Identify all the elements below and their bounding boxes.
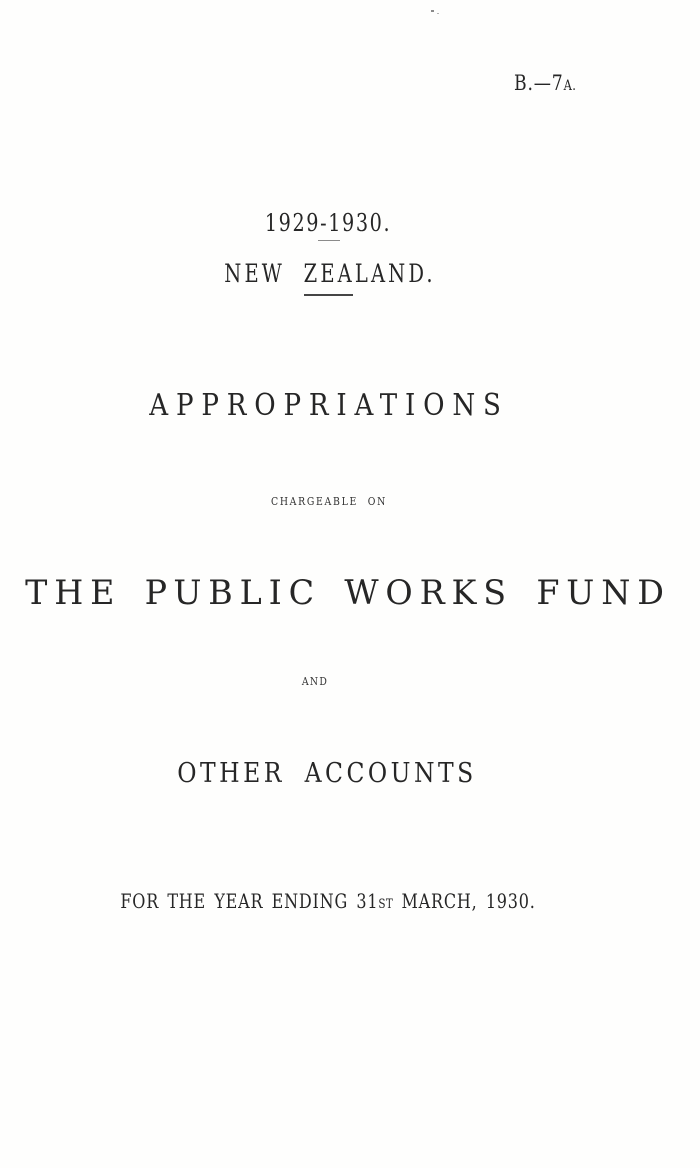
year-ending-line [48,891,608,911]
year-ending-ordinal: ST [378,897,394,912]
paper-reference-code-main: B.—7 [514,71,564,95]
other-accounts-title: OTHER ACCOUNTS [177,758,477,789]
rule-under-session-years [318,240,340,241]
subtitle-connector: CHARGEABLE ON [270,495,388,508]
print-artifact [431,10,434,12]
main-title: APPROPRIATIONS [149,388,509,423]
country-heading: NEW ZEALAND. [224,259,436,288]
fund-title: THE PUBLIC WORKS FUND [25,573,671,613]
paper-reference-code-suffix: A. [563,78,577,94]
connector-and: AND [301,675,329,688]
year-ending-prefix: FOR THE YEAR ENDING 31 [120,889,379,913]
print-artifact [437,13,439,14]
session-years: 1929-1930. [264,209,392,237]
rule-under-country [304,294,353,296]
year-ending-suffix: MARCH, 1930. [393,889,536,913]
paper-reference-code [514,73,576,94]
